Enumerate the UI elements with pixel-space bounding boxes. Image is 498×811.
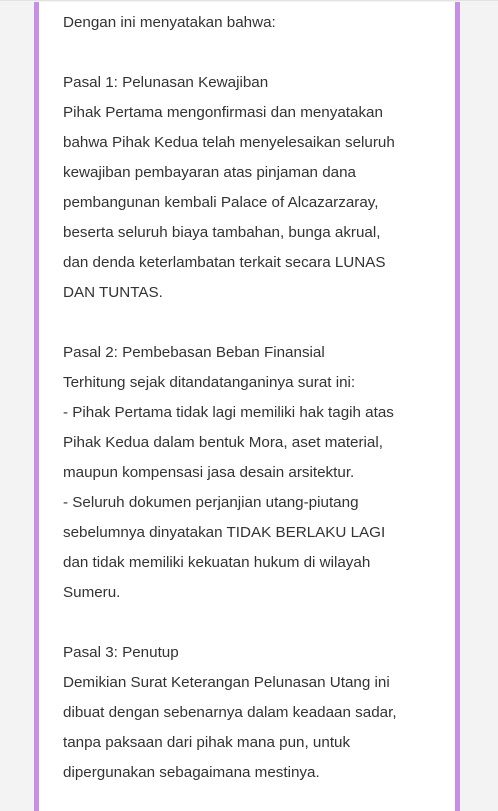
section-pasal-1: [63, 68, 433, 308]
section-pasal-3: [63, 638, 433, 788]
section-line: tanpa paksaan dari pihak mana pun, untuk: [63, 734, 351, 751]
paragraph-spacer: [63, 308, 433, 338]
section-line: Demikian Surat Keterangan Pelunasan Utang ini: [63, 674, 390, 691]
section-line: bahwa Pihak Kedua telah menyelesaikan seluruh: [63, 134, 395, 151]
section-heading: Pasal 2: Pembebasan Beban Finansial: [63, 344, 325, 361]
section-line: dan tidak memiliki kekuatan hukum di wilayah: [63, 554, 371, 571]
section-line: Terhitung sejak ditandatanganinya surat ini:: [63, 374, 356, 391]
section-line: sebelumnya dinyatakan TIDAK BERLAKU LAGI: [63, 524, 386, 541]
section-heading: Pasal 1: Pelunasan Kewajiban: [63, 74, 269, 91]
section-line: beserta seluruh biaya tambahan, bunga akrual,: [63, 224, 381, 241]
section-line: kewajiban pembayaran atas pinjaman dana: [63, 164, 356, 181]
section-line: Pihak Pertama mengonfirmasi dan menyatakan: [63, 104, 383, 121]
letter-card: [34, 2, 460, 811]
section-line: pembangunan kembali Palace of Alcazarzaray,: [63, 194, 379, 211]
paragraph-spacer: [63, 38, 433, 68]
page-top-divider: [0, 0, 498, 1]
paragraph-spacer: [63, 608, 433, 638]
section-line: dipergunakan sebagaimana mestinya.: [63, 764, 320, 781]
section-line: dibuat dengan sebenarnya dalam keadaan sadar,: [63, 704, 397, 721]
section-line: dan denda keterlambatan terkait secara LUNAS: [63, 254, 386, 271]
section-line: Sumeru.: [63, 584, 121, 601]
section-heading: Pasal 3: Penutup: [63, 644, 179, 661]
section-line: maupun kompensasi jasa desain arsitektur.: [63, 464, 355, 481]
section-line: - Seluruh dokumen perjanjian utang-piutang: [63, 494, 359, 511]
section-line: - Pihak Pertama tidak lagi memiliki hak tagih atas: [63, 404, 394, 421]
section-pasal-2: [63, 338, 433, 608]
intro-text: Dengan ini menyatakan bahwa:: [63, 14, 276, 31]
section-line: Pihak Kedua dalam bentuk Mora, aset material,: [63, 434, 383, 451]
letter-body: [63, 8, 433, 788]
section-line: DAN TUNTAS.: [63, 284, 163, 301]
